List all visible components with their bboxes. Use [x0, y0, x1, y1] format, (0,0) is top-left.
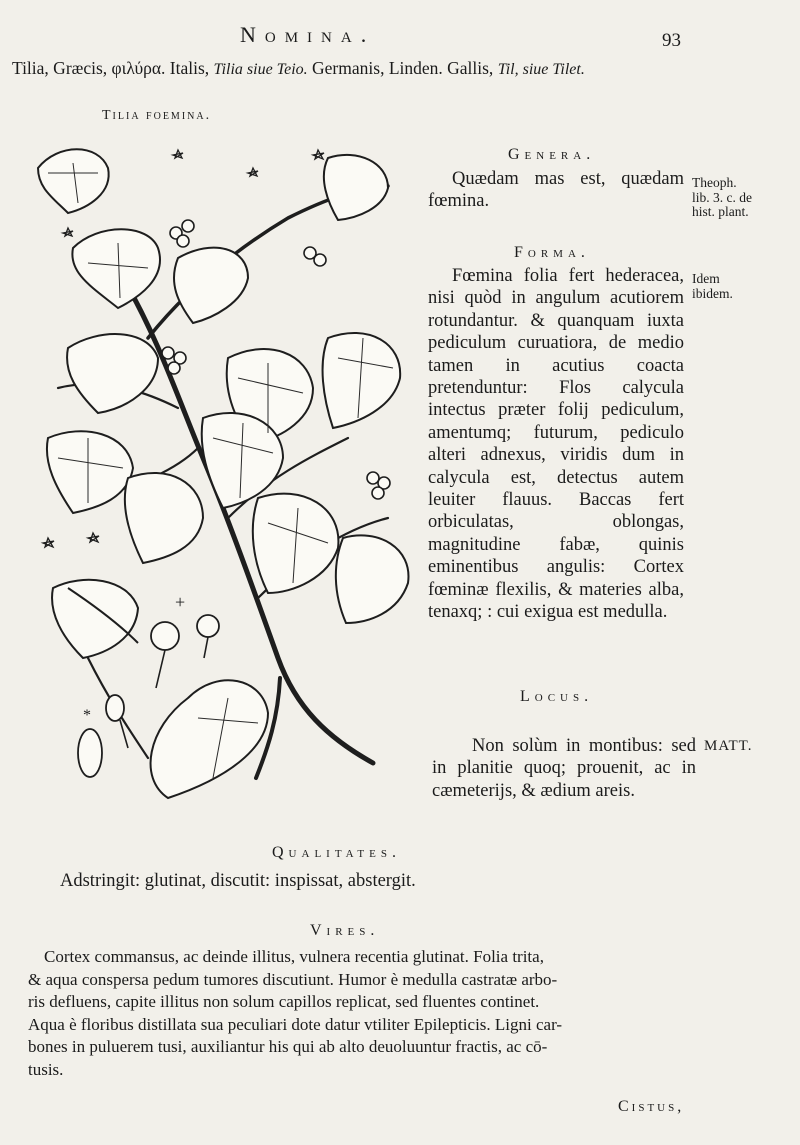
names-italic-2: Til, siue Tilet.: [497, 61, 585, 78]
forma-margin-note: [692, 272, 733, 301]
names-line: [12, 58, 782, 80]
qualitates-heading: Qualitates.: [272, 844, 401, 861]
fruit-detail-cross-mark: +: [175, 592, 186, 612]
locus-text: Non solùm in montibus: sed in planitie quoq; prouenit, ac in cæmeterijs, & ædium areis.: [432, 736, 696, 801]
genera-margin-note: [692, 176, 752, 220]
catchword: Cistus,: [618, 1098, 685, 1115]
names-part-2: Germanis, Linden. Gallis,: [307, 58, 498, 78]
vires-heading: Vires.: [310, 922, 380, 939]
genera-note-line-3: hist. plant.: [692, 204, 749, 219]
vires-line-4: Aqua è floribus distillata sua peculiari dote datur vtiliter Epilepticis. Ligni car-: [28, 1014, 563, 1034]
vires-line-6: tusis.: [28, 1059, 64, 1079]
locus-margin-note: MATT.: [704, 738, 753, 754]
forma-note-line-2: ibidem.: [692, 285, 733, 301]
plant-title: Tilia foemina.: [102, 108, 212, 123]
genera-note-line-2: lib. 3. c. de: [692, 189, 752, 205]
genera-note-line-1: Theoph.: [692, 175, 737, 190]
vires-text: [28, 946, 760, 1082]
locus-heading: Locus.: [520, 688, 594, 705]
forma-heading: Forma.: [514, 244, 590, 261]
forma-note-line-1: Idem: [692, 271, 720, 286]
vires-line-2: & aqua conspersa pedum tumores discutiunt. Humor è medulla castratæ arbo-: [28, 969, 558, 989]
vires-line-5: bones in puluerem tusi, auxiliantur his qui ab alto deuoluuntur fractis, ac cō-: [28, 1037, 548, 1057]
names-italic-1: Tilia siue Teio.: [213, 61, 308, 78]
genera-heading: Genera.: [508, 146, 596, 163]
running-head: Nomina.: [240, 22, 376, 47]
vires-line-3: ris defluens, capite illitus non solum capillos replicat, sed fluentes continet.: [28, 992, 540, 1012]
names-part-1: Tilia, Græcis, φιλύρα. Italis,: [12, 58, 214, 78]
vires-line-1: Cortex commansus, ac deinde illitus, vulnera recentia glutinat. Folia trita,: [44, 947, 544, 966]
page-number: 93: [662, 30, 681, 51]
genera-text: Quædam mas est, quædam fœmina.: [428, 169, 684, 212]
tilia-woodcut-illustration: [28, 138, 423, 818]
forma-text: Fœmina folia fert hederacea, nisi quòd in angulum acutiorem rotundantur. & quanquam iuxta pediculum curuatiora, de medio tamen in acutius coacta pretenduntur: Flos calycula intectus præter folij pediculum, amentumq; futurum, pediculo alteri adnexus, viridis dum in calycula est, detectus autem leuiter flauus. Baccas fert orbiculatas, oblongas, magnitudine fabæ, quinis eminentibus angulis: Cortex fœminæ flexilis, & materies alba, tenaxq; : cui exigua est medulla.: [428, 266, 684, 623]
qualitates-text: Adstringit: glutinat, discutit: inspissat, abstergit.: [60, 871, 416, 891]
fruit-detail-star-mark: *: [83, 707, 91, 724]
